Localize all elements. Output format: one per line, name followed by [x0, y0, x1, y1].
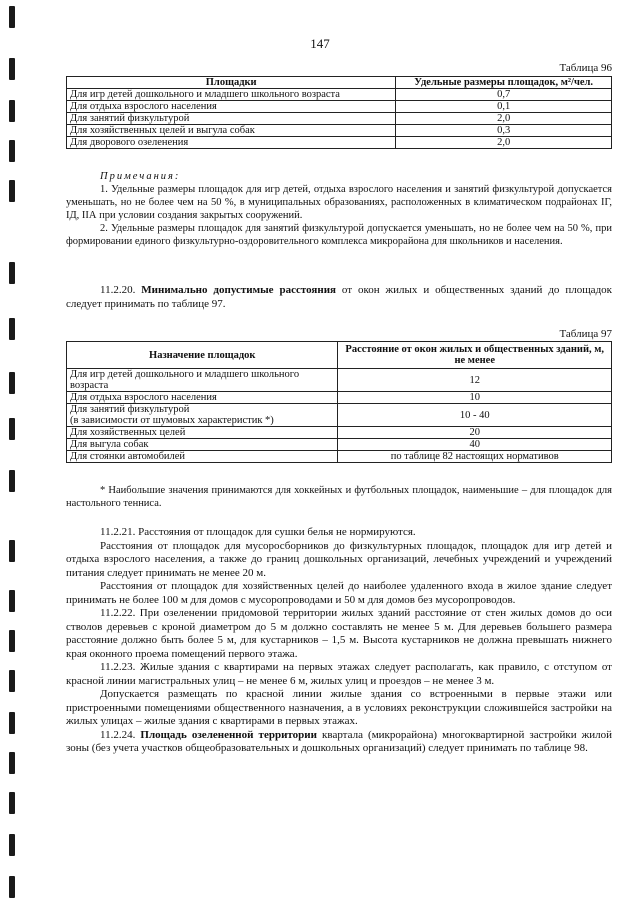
table-cell: Для игр детей дошкольного и младшего школьного возраста	[67, 89, 396, 101]
note-item: 2. Удельные размеры площадок для занятий физкультурой допускается уменьшать, но не более чем на 50 %, при формировании единого физкультурно-оздоровительного комплекса микрорайона для школьников и населения.	[66, 223, 612, 247]
table-cell: Для выгула собак	[67, 439, 338, 451]
binder-mark	[9, 792, 15, 814]
table-96-notes	[66, 170, 612, 248]
table-cell: Для игр детей дошкольного и младшего школьного возраста	[67, 369, 338, 392]
table-97	[66, 341, 612, 463]
section-bold-term: Минимально допустимые расстояния	[141, 284, 336, 296]
table-row	[67, 404, 612, 427]
table-97-caption: Таблица 97	[559, 328, 612, 340]
column-header: Удельные размеры площадок, м²/чел.	[396, 77, 612, 89]
note-item: 1. Удельные размеры площадок для игр детей, отдыха взрослого населения и занятий физкультурой допускается уменьшать, но не более чем на 50 %, в муниципальных образованиях, расположенных в климатическом подрайонах IГ, IД, IIА при условии создания закрытых сооружений.	[66, 184, 612, 221]
section-number: 11.2.20.	[100, 284, 136, 296]
column-header: Площадки	[67, 77, 396, 89]
table-cell: Для занятий физкультурой	[67, 113, 396, 125]
paragraph: 11.2.21. Расстояния от площадок для сушки белья не нормируются.	[100, 526, 416, 538]
paragraph: Расстояния от площадок для мусоросборников до физкультурных площадок, площадок для игр детей и отдыха взрослого населения, а также до границ дошкольных организаций, лечебных учреждений и учреждений питания следует принимать не менее 20 м.	[66, 539, 612, 579]
table-cell-line: Для занятий физкультурой	[70, 404, 190, 415]
table-cell: 10 - 40	[338, 404, 612, 427]
binder-marks	[9, 0, 17, 905]
column-header: Расстояние от окон жилых и общественных зданий, м, не менее	[338, 342, 612, 369]
section-bold-term: Площадь озелененной территории	[140, 728, 317, 741]
table-row	[67, 89, 612, 101]
table-cell: Для отдыха взрослого населения	[67, 392, 338, 404]
table-cell: Для дворового озеленения	[67, 137, 396, 149]
column-header: Назначение площадок	[67, 342, 338, 369]
footnote-text: * Наибольшие значения принимаются для хоккейных и футбольных площадок, наименьшие – для площадок для настольного тенниса.	[66, 485, 612, 509]
binder-mark	[9, 318, 15, 340]
binder-mark	[9, 540, 15, 562]
notes-heading: Примечания:	[100, 171, 181, 182]
binder-mark	[9, 876, 15, 898]
binder-mark	[9, 180, 15, 202]
binder-mark	[9, 590, 15, 612]
body-text	[66, 526, 612, 756]
binder-mark	[9, 140, 15, 162]
binder-mark	[9, 670, 15, 692]
table-cell: Для отдыха взрослого населения	[67, 101, 396, 113]
table-97-footnote	[66, 484, 612, 510]
binder-mark	[9, 372, 15, 394]
paragraph	[66, 729, 612, 756]
table-cell: 12	[338, 369, 612, 392]
table-cell: 0,3	[396, 125, 612, 137]
binder-mark	[9, 100, 15, 122]
table-cell: Для хозяйственных целей и выгула собак	[67, 125, 396, 137]
section-number: 11.2.24.	[100, 728, 136, 741]
section-text: от окон жилых и общественных зданий до площадок следует принимать по таблице 97.	[66, 284, 613, 310]
table-cell: по таблице 82 настоящих нормативов	[338, 451, 612, 463]
section-text: квартала (микрорайона) многоквартирной застройки жилой зоны (без учета участков общеобразовательных и дошкольных организаций) следует принимать по таблице 98.	[66, 728, 613, 754]
paragraph: Расстояния от площадок для хозяйственных целей до наиболее удаленного входа в жилое здание следует принимать не более 100 м для домов с мусоропроводами и 50 м для домов без мусоропроводов.	[66, 580, 612, 606]
table-row	[67, 113, 612, 125]
paragraph: Допускается размещать по красной линии жилые здания со встроенными в первые этажи или пристроенными помещениями общественного назначения, а в условиях реконструкции сложившейся застройки на жилых улицах – жилые здания с квартирами в первых этажах.	[66, 688, 612, 727]
table-header-row	[67, 342, 612, 369]
table-cell: 20	[338, 427, 612, 439]
paragraph: 11.2.22. При озеленении придомовой территории жилых зданий расстояние от стен жилых домов до оси стволов деревьев с кроной диаметром до 5 м должно составлять не менее 5 м. Для деревьев большего размера расстояние должно быть более 5 м, для кустарников – 1,5 м. Высота кустарников не должна превышать нижнего края оконного проема помещений первого этажа.	[66, 607, 612, 660]
table-cell: Для хозяйственных целей	[67, 427, 338, 439]
binder-mark	[9, 630, 15, 652]
binder-mark	[9, 6, 15, 28]
table-cell	[67, 404, 338, 427]
binder-mark	[9, 834, 15, 856]
table-96	[66, 76, 612, 149]
binder-mark	[9, 58, 15, 80]
table-row	[67, 101, 612, 113]
binder-mark	[9, 418, 15, 440]
binder-mark	[9, 262, 15, 284]
table-cell: 0,1	[396, 101, 612, 113]
binder-mark	[9, 712, 15, 734]
table-96-caption: Таблица 96	[559, 62, 612, 74]
table-header-row	[67, 77, 612, 89]
table-cell: Для стоянки автомобилей	[67, 451, 338, 463]
table-row	[67, 125, 612, 137]
table-cell: 0,7	[396, 89, 612, 101]
table-row	[67, 137, 612, 149]
table-cell: 2,0	[396, 137, 612, 149]
table-cell: 40	[338, 439, 612, 451]
table-cell-line: (в зависимости от шумовых характеристик *)	[70, 415, 274, 426]
section-11-2-20	[66, 284, 612, 311]
table-row	[67, 427, 612, 439]
page-number: 147	[310, 36, 330, 51]
table-row	[67, 369, 612, 392]
table-row	[67, 451, 612, 463]
table-row	[67, 392, 612, 404]
binder-mark	[9, 470, 15, 492]
binder-mark	[9, 752, 15, 774]
table-row	[67, 439, 612, 451]
table-cell: 10	[338, 392, 612, 404]
paragraph: 11.2.23. Жилые здания с квартирами на первых этажах следует располагать, как правило, с отступом от красной линии магистральных улиц – не менее 6 м, жилых улиц и проездов – не менее 3 м.	[66, 661, 612, 687]
table-cell: 2,0	[396, 113, 612, 125]
